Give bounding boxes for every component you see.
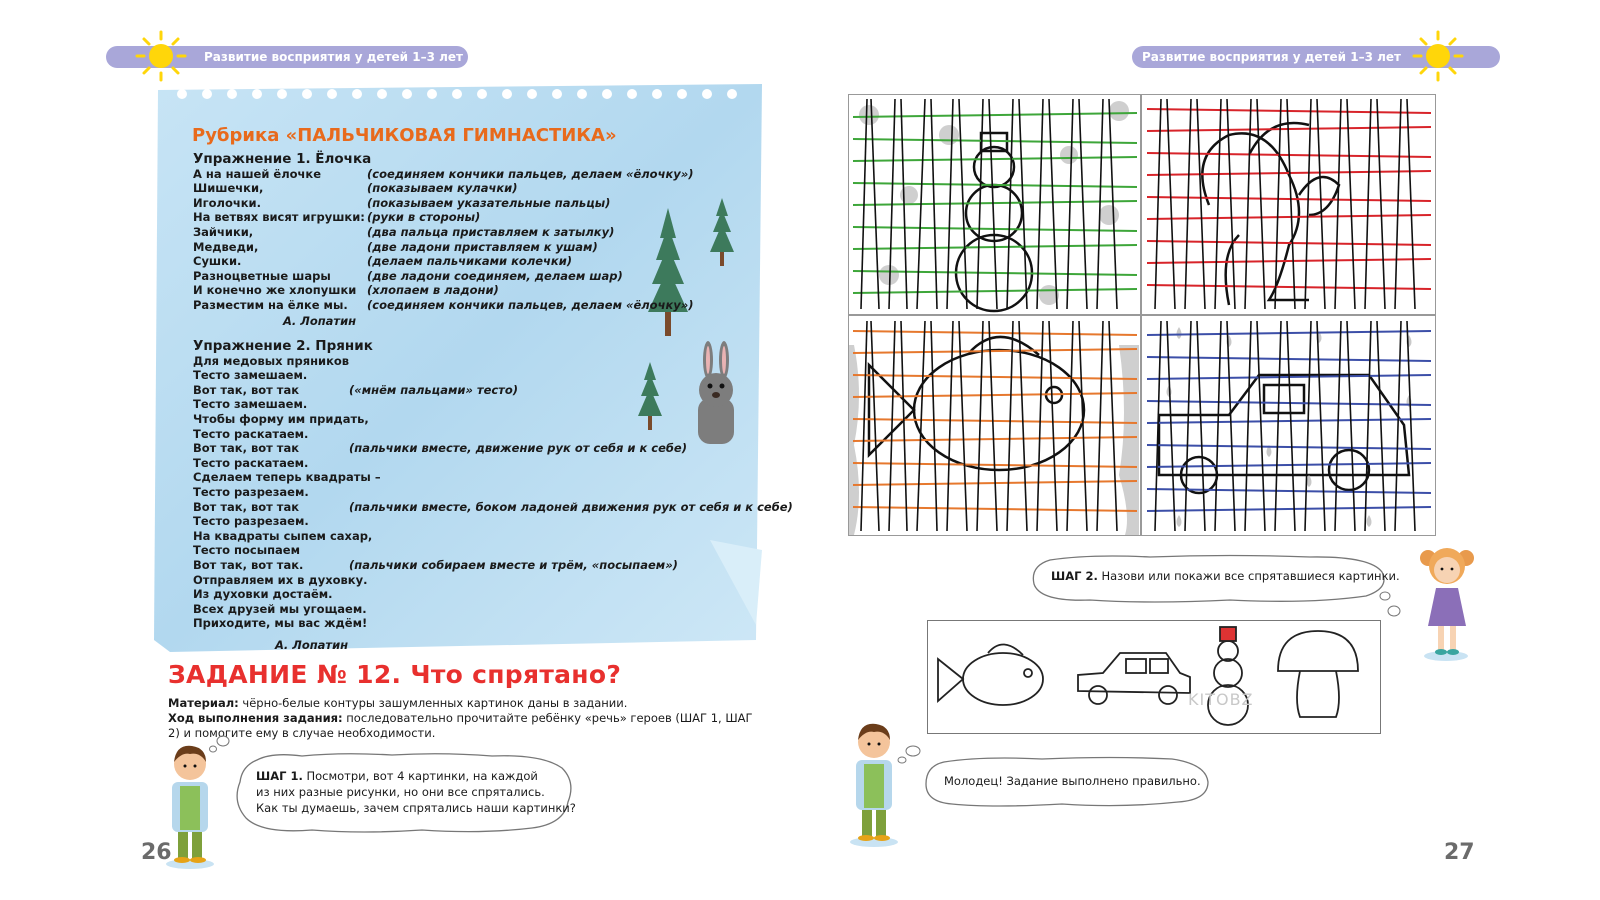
poem-line-text: Вот так, вот так: [193, 382, 300, 397]
poem-line: [193, 210, 694, 225]
step2-label: ШАГ 2.: [1051, 569, 1098, 583]
poem-line: [193, 529, 793, 544]
poem-line: [193, 354, 793, 369]
poem-line: [193, 383, 793, 398]
step1-text: [256, 768, 576, 816]
poem-line-text: Шишечки,: [193, 181, 264, 196]
progress-label: Ход выполнения задания:: [168, 711, 343, 725]
poem-line: [193, 181, 694, 196]
step1-line3: Как ты думаешь, зачем спрятались наши картинки?: [256, 801, 576, 815]
poem-line-text: Разместим на ёлке мы.: [193, 297, 348, 312]
material-text: чёрно-белые контуры зашумленных картинок даны в задании.: [238, 696, 628, 710]
exercise-1-title: Упражнение 1. Ёлочка: [193, 151, 372, 167]
step1-line1: Посмотри, вот 4 картинки, на каждой: [302, 769, 538, 783]
fish-icon: [938, 644, 1043, 705]
poem-line: [193, 456, 793, 471]
poem-line-note: (соединяем кончики пальцев, делаем «ёлочку»): [367, 166, 694, 181]
hidden-pictures-grid: [848, 94, 1436, 536]
answer-pictures-box: [927, 620, 1381, 734]
exercise-2: [193, 339, 793, 631]
poem-line-text: А на нашей ёлочке: [193, 166, 322, 181]
poem-line-text: Тесто посыпаем: [193, 543, 300, 558]
poem-line: [193, 254, 694, 269]
poem-line-text: Вот так, вот так: [193, 441, 300, 456]
progress-text: последовательно прочитайте ребёнку «речь» героев (ШАГ 1, ШАГ 2) и помогите ему в случае необходимости.: [168, 711, 753, 740]
noisy-pictures: [849, 95, 1435, 535]
exercise-2-title: Упражнение 2. Пряник: [193, 338, 373, 354]
poem-line: [193, 441, 793, 456]
poem-line-text: Вот так, вот так.: [193, 557, 304, 572]
poem-line: [193, 500, 793, 515]
poem-line-text: Тесто замешаем.: [193, 368, 308, 383]
poem-line: [193, 298, 694, 313]
poem-line-text: Зайчики,: [193, 224, 254, 239]
thought-dots-icon: [1378, 590, 1402, 618]
poem-line-note: (делаем пальчиками колечки): [367, 254, 573, 269]
sun-icon: [135, 30, 187, 82]
poem-line-text: Всех друзей мы угощаем.: [193, 601, 367, 616]
left-header-title: Развитие восприятия у детей 1–3 лет: [204, 50, 464, 64]
poem-line-text: Медведи,: [193, 239, 259, 254]
poem-line-text: Тесто разрезаем.: [193, 484, 309, 499]
step1-label: ШАГ 1.: [256, 769, 303, 783]
poem-line-note: (две ладони соединяем, делаем шар): [367, 268, 623, 283]
task-description: [168, 696, 758, 741]
exercise-2-author: А. Лопатин: [275, 638, 349, 652]
poem-line-text: Иголочки.: [193, 195, 261, 210]
poem-line: [193, 587, 793, 602]
sun-icon: [1412, 30, 1464, 82]
poem-line-note: (пальчики собираем вместе и трём, «посыпаем»): [349, 557, 678, 572]
poem-line: [193, 616, 793, 631]
step2-text: [1051, 568, 1400, 584]
poem-line: [193, 368, 793, 383]
praise-text: Молодец! Задание выполнено правильно.: [944, 774, 1201, 788]
poem-line-text: И конечно же хлопушки: [193, 283, 357, 298]
snowman-icon: [1208, 627, 1248, 725]
page-number-right: 27: [1444, 840, 1475, 865]
poem-line: [193, 167, 694, 182]
poem-line-note: (показываем указательные пальцы): [367, 195, 611, 210]
tree-icon: [709, 198, 735, 266]
poem-line-note: (две ладони приставляем к ушам): [367, 239, 598, 254]
poem-line: [193, 558, 793, 573]
poem-line-text: На квадраты сыпем сахар,: [193, 528, 373, 543]
right-header-title: Развитие восприятия у детей 1–3 лет: [1142, 50, 1402, 64]
poem-line-note: («мнём пальцами» тесто): [349, 382, 519, 397]
poem-line-note: (пальчики вместе, движение рук от себя и к себе): [349, 441, 687, 456]
poem-line: [193, 514, 793, 529]
poem-line-note: (соединяем кончики пальцев, делаем «ёлочку»): [367, 297, 694, 312]
poem-line-text: Тесто раскатаем.: [193, 455, 309, 470]
poem-line-text: На ветвях висят игрушки:: [193, 210, 365, 225]
poem-line-note: (два пальца приставляем к затылку): [367, 224, 615, 239]
poem-line: [193, 283, 694, 298]
poem-line: [193, 412, 793, 427]
answer-pictures: [928, 621, 1380, 733]
poem-line: [193, 470, 793, 485]
poem-line-text: Отправляем их в духовку.: [193, 572, 368, 587]
exercise-1-author: А. Лопатин: [283, 313, 357, 328]
poem-line: [193, 196, 694, 211]
task-title: ЗАДАНИЕ № 12. Что спрятано?: [168, 660, 622, 689]
poem-line-text: Для медовых пряников: [193, 353, 350, 368]
poem-line-text: Приходите, мы вас ждём!: [193, 616, 368, 631]
poem-line-note: (пальчики вместе, боком ладоней движения рук от себя и к себе): [349, 499, 793, 514]
girl-figure: [1414, 540, 1480, 662]
poem-line-text: Тесто замешаем.: [193, 397, 308, 412]
poem-line-text: Сделаем теперь квадраты –: [193, 470, 381, 485]
poem-line: [193, 573, 793, 588]
watermark: KITOBZ: [1188, 690, 1254, 709]
poem-line-text: Разноцветные шары: [193, 268, 331, 283]
poem-line: [193, 543, 793, 558]
poem-line-note: (руки в стороны): [367, 210, 481, 225]
exercise-2-lines: [193, 354, 793, 631]
boy-figure: [844, 720, 904, 848]
poem-line: [193, 225, 694, 240]
step1-line2: из них разные рисунки, но они все спрятались.: [256, 785, 545, 799]
poem-line-text: Из духовки достаём.: [193, 587, 333, 602]
exercise-1-lines: [193, 167, 694, 313]
rubric-title: Рубрика «ПАЛЬЧИКОВАЯ ГИМНАСТИКА»: [192, 125, 617, 146]
poem-line: [193, 240, 694, 255]
page-number-left: 26: [141, 840, 172, 865]
exercise-1: [193, 152, 694, 328]
step2-line: Назови или покажи все спрятавшиеся картинки.: [1097, 569, 1400, 583]
material-label: Материал:: [168, 696, 239, 710]
car-icon: [1078, 653, 1190, 704]
poem-line-note: (показываем кулачки): [367, 181, 518, 196]
thought-dots-icon: [208, 735, 230, 753]
poem-line: [193, 485, 793, 500]
poem-line-text: Тесто раскатаем.: [193, 426, 309, 441]
poem-line: [193, 269, 694, 284]
poem-line: [193, 427, 793, 442]
poem-line-text: Чтобы форму им придать,: [193, 411, 369, 426]
poem-line: [193, 602, 793, 617]
mushroom-icon: [1278, 631, 1358, 717]
poem-line-text: Сушки.: [193, 254, 242, 269]
poem-line-text: Вот так, вот так: [193, 499, 300, 514]
poem-line-note: (хлопаем в ладони): [367, 283, 499, 298]
poem-line-text: Тесто разрезаем.: [193, 514, 309, 529]
poem-line: [193, 397, 793, 412]
